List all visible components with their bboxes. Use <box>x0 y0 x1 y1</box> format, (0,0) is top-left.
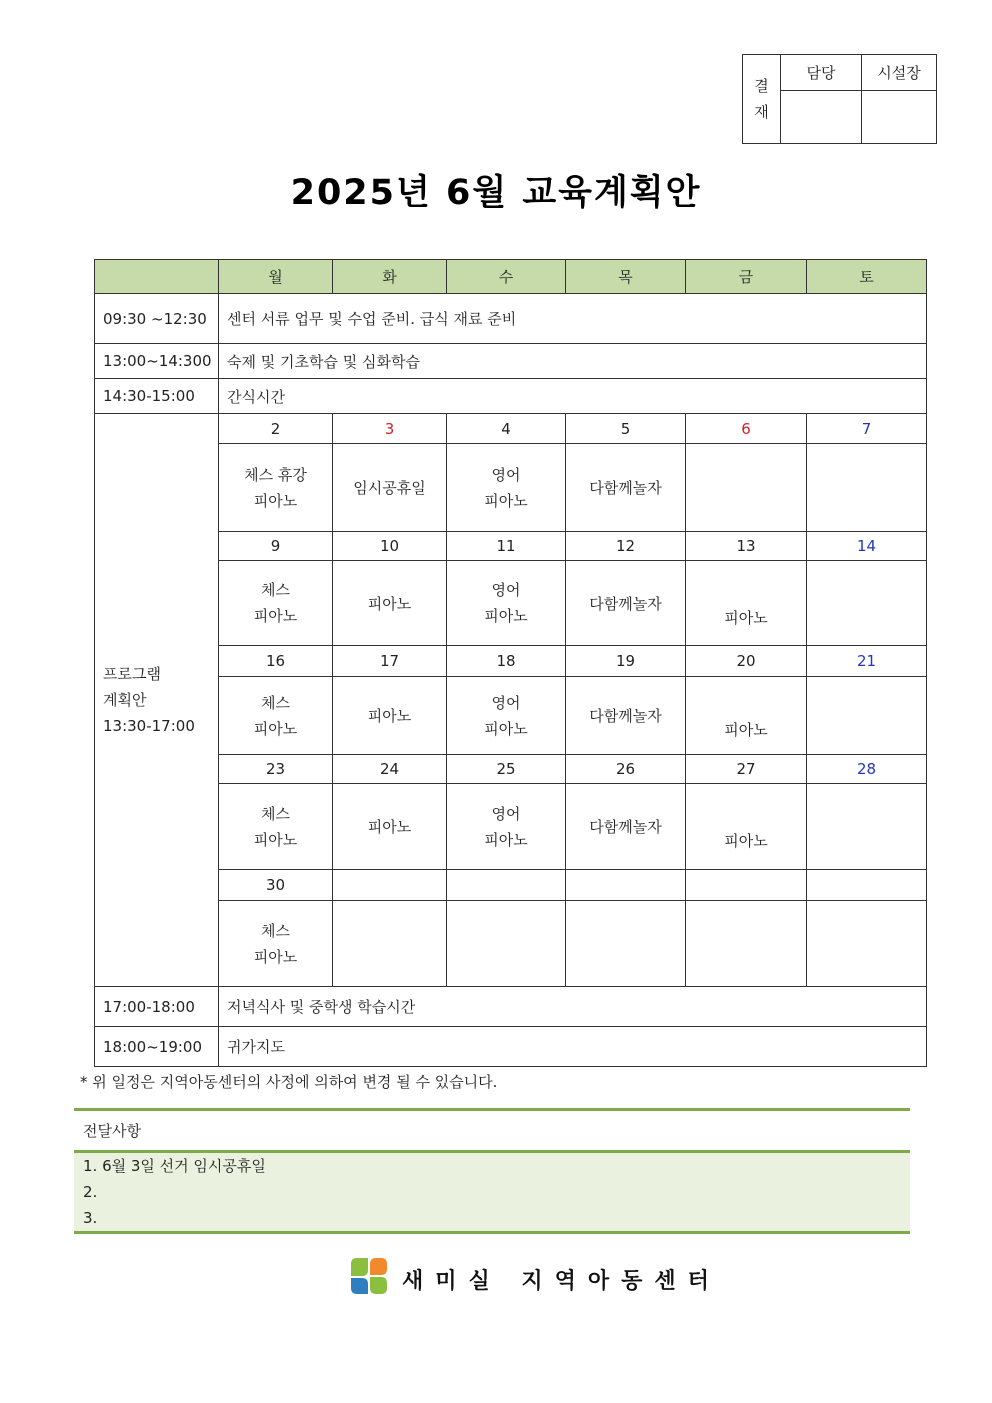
activity-cell <box>686 784 807 870</box>
org-name: 새미실 지역아동센터 <box>402 1269 721 1294</box>
date-cell <box>566 870 686 901</box>
date-cell <box>333 870 447 901</box>
approval-col-director: 시설장 <box>862 55 937 91</box>
activity-cell: 체스 피아노 <box>219 561 333 646</box>
week-date-row <box>95 755 927 784</box>
schedule-desc: 센터 서류 업무 및 수업 준비. 급식 재료 준비 <box>219 294 927 344</box>
date-cell: 11 <box>447 532 566 561</box>
date-cell: 14 <box>807 532 927 561</box>
activity-cell <box>686 444 807 532</box>
activity-cell: 다함께놀자 <box>566 784 686 870</box>
activity-cell <box>807 444 927 532</box>
schedule-time: 18:00~19:00 <box>95 1027 219 1067</box>
signature-manager[interactable] <box>781 91 862 144</box>
schedule-desc: 저녁식사 및 중학생 학습시간 <box>219 987 927 1027</box>
date-cell: 7 <box>807 414 927 444</box>
week-activity-row <box>95 561 927 646</box>
activity-cell <box>333 901 447 987</box>
date-cell: 25 <box>447 755 566 784</box>
header-day: 토 <box>807 260 927 294</box>
date-cell: 24 <box>333 755 447 784</box>
activity-cell <box>686 561 807 646</box>
notice-item: 1. 6월 3일 선거 임시공휴일 <box>83 1157 266 1175</box>
date-cell: 13 <box>686 532 807 561</box>
schedule-time: 14:30-15:00 <box>95 379 219 414</box>
approval-box <box>742 54 937 144</box>
date-cell: 4 <box>447 414 566 444</box>
date-cell <box>447 870 566 901</box>
date-cell: 23 <box>219 755 333 784</box>
page-title: 2025년 6월 교육계획안 <box>290 173 702 213</box>
date-cell: 10 <box>333 532 447 561</box>
schedule-desc: 숙제 및 기초학습 및 심화학습 <box>219 344 927 379</box>
notice-item: 2. <box>83 1183 98 1201</box>
week-date-row <box>95 870 927 901</box>
activity-cell <box>447 901 566 987</box>
date-cell: 3 <box>333 414 447 444</box>
activity-text: 피아노 <box>724 832 768 850</box>
activity-cell <box>807 784 927 870</box>
activity-cell: 피아노 <box>333 561 447 646</box>
week-date-row <box>95 414 927 444</box>
activity-cell: 영어 피아노 <box>447 444 566 532</box>
notice-title: 전달사항 <box>74 1110 910 1152</box>
activity-cell: 다함께놀자 <box>566 677 686 755</box>
activity-cell <box>807 901 927 987</box>
activity-cell: 영어 피아노 <box>447 677 566 755</box>
activity-cell: 체스 휴강 피아노 <box>219 444 333 532</box>
date-cell: 2 <box>219 414 333 444</box>
activity-cell: 영어 피아노 <box>447 561 566 646</box>
date-cell: 26 <box>566 755 686 784</box>
week-activity-row <box>95 677 927 755</box>
notice-body <box>74 1152 910 1233</box>
week-activity-row <box>95 901 927 987</box>
date-cell: 16 <box>219 646 333 677</box>
schedule-row <box>95 987 927 1027</box>
date-cell: 18 <box>447 646 566 677</box>
schedule-row <box>95 1027 927 1067</box>
schedule-time: 13:00~14:300 <box>95 344 219 379</box>
header-day: 금 <box>686 260 807 294</box>
date-cell: 30 <box>219 870 333 901</box>
header-day: 월 <box>219 260 333 294</box>
date-cell: 20 <box>686 646 807 677</box>
schedule-note: * 위 일정은 지역아동센터의 사정에 의하여 변경 될 수 있습니다. <box>80 1073 498 1091</box>
week-activity-row <box>95 784 927 870</box>
header-day: 수 <box>447 260 566 294</box>
notice-item: 3. <box>83 1209 98 1227</box>
activity-text: 피아노 <box>724 608 768 627</box>
activity-cell: 체스 피아노 <box>219 784 333 870</box>
program-label: 프로그램 계획안 13:30-17:00 <box>95 414 219 987</box>
header-day: 목 <box>566 260 686 294</box>
week-date-row <box>95 646 927 677</box>
date-cell: 17 <box>333 646 447 677</box>
date-cell: 19 <box>566 646 686 677</box>
schedule-row <box>95 379 927 414</box>
date-cell: 21 <box>807 646 927 677</box>
plan-table <box>94 259 927 1067</box>
activity-cell: 피아노 <box>333 677 447 755</box>
date-cell: 6 <box>686 414 807 444</box>
schedule-time: 17:00-18:00 <box>95 987 219 1027</box>
activity-cell <box>807 561 927 646</box>
date-cell: 9 <box>219 532 333 561</box>
date-cell <box>686 870 807 901</box>
week-date-row <box>95 532 927 561</box>
activity-cell: 체스 피아노 <box>219 677 333 755</box>
activity-cell <box>807 677 927 755</box>
activity-cell: 다함께놀자 <box>566 561 686 646</box>
signature-director[interactable] <box>862 91 937 144</box>
approval-label: 결 재 <box>743 55 781 144</box>
activity-cell: 다함께놀자 <box>566 444 686 532</box>
approval-col-manager: 담당 <box>781 55 862 91</box>
activity-cell <box>686 677 807 755</box>
activity-text: 피아노 <box>724 721 768 739</box>
activity-cell <box>566 901 686 987</box>
activity-cell <box>686 901 807 987</box>
schedule-desc: 간식시간 <box>219 379 927 414</box>
activity-cell: 영어 피아노 <box>447 784 566 870</box>
header-blank <box>95 260 219 294</box>
schedule-desc: 귀가지도 <box>219 1027 927 1067</box>
date-cell: 27 <box>686 755 807 784</box>
activity-cell: 임시공휴일 <box>333 444 447 532</box>
week-activity-row <box>95 444 927 532</box>
activity-cell: 피아노 <box>333 784 447 870</box>
four-leaf-logo-icon <box>349 1256 389 1296</box>
schedule-row <box>95 344 927 379</box>
schedule-time: 09:30 ~12:30 <box>95 294 219 344</box>
schedule-row <box>95 294 927 344</box>
header-day: 화 <box>333 260 447 294</box>
date-cell: 5 <box>566 414 686 444</box>
date-cell: 12 <box>566 532 686 561</box>
date-cell <box>807 870 927 901</box>
date-cell: 28 <box>807 755 927 784</box>
table-header-row <box>95 260 927 294</box>
activity-cell: 체스 피아노 <box>219 901 333 987</box>
notice-box <box>74 1108 910 1234</box>
